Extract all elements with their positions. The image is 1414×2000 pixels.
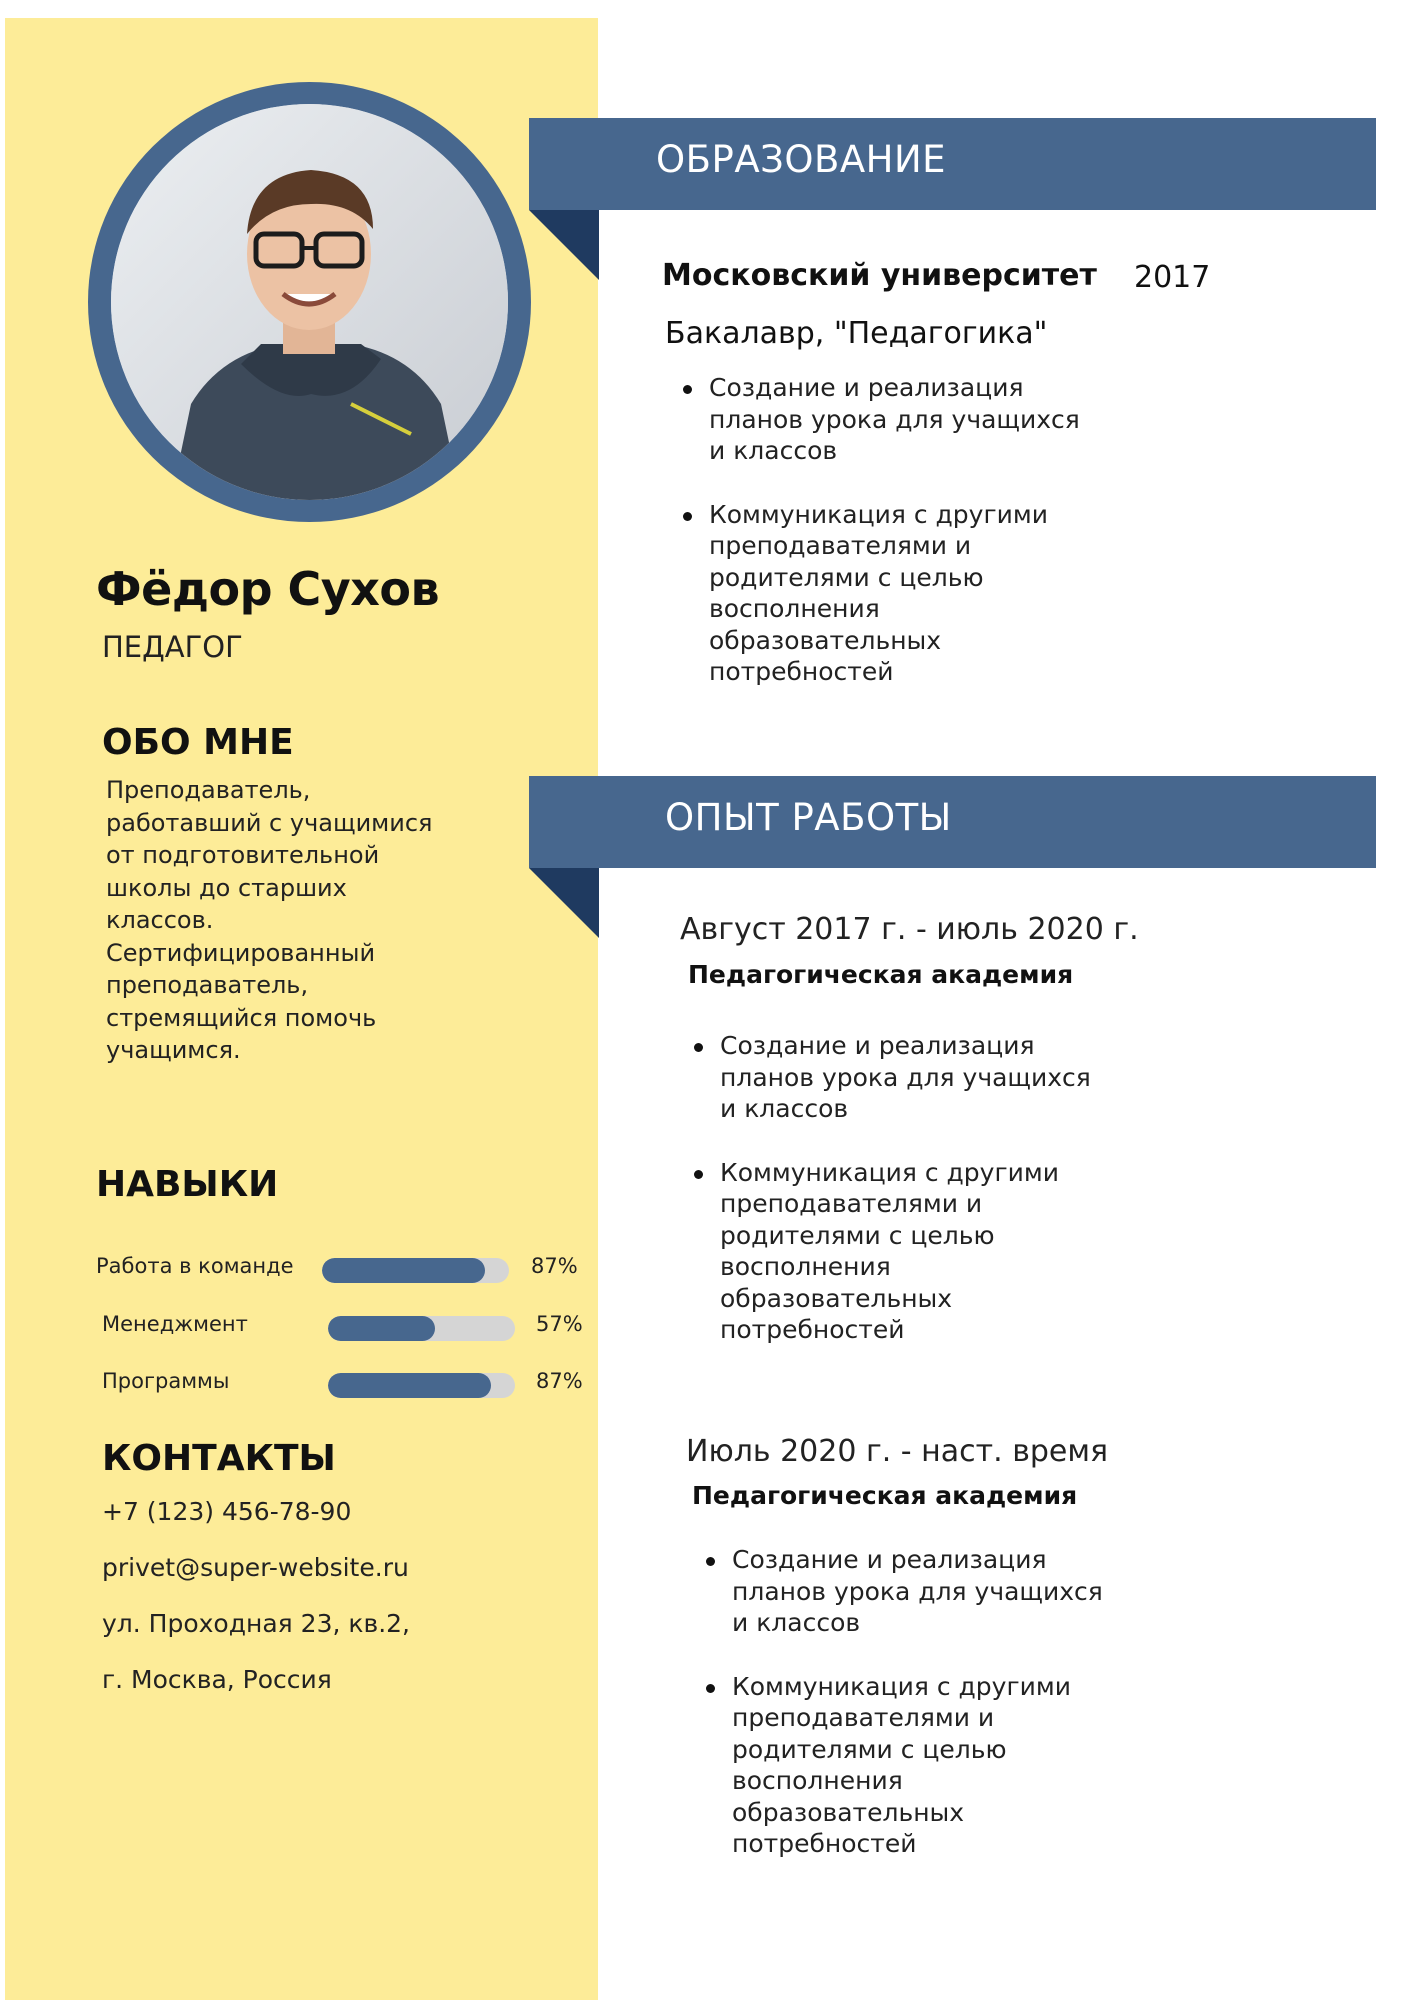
profile-role: ПЕДАГОГ	[102, 630, 243, 664]
list-item	[683, 372, 1103, 467]
about-text	[106, 774, 526, 1067]
experience-banner-fold	[529, 868, 599, 938]
bullet-line: родителями с целью	[709, 562, 984, 592]
skill-percent: 87%	[531, 1254, 578, 1278]
bullet-line: преподавателями и	[732, 1703, 995, 1732]
contact-phone[interactable]: +7 (123) 456-78-90	[102, 1497, 352, 1526]
bullet-line: Создание и реализация	[709, 373, 1024, 402]
about-line: Преподаватель,	[106, 776, 311, 804]
bullet-line: родителями с целью	[732, 1734, 1007, 1764]
bullet-line: планов урока для учащихся	[720, 1062, 1091, 1092]
about-line: работавший с учащимися	[106, 808, 433, 837]
experience-banner	[529, 776, 1376, 868]
list-item	[706, 1544, 1126, 1639]
contact-address-line1: ул. Проходная 23, кв.2,	[102, 1609, 410, 1638]
bullet-line: Создание и реализация	[732, 1545, 1047, 1574]
about-line: стремящийся помочь	[106, 1003, 377, 1032]
about-heading: ОБО МНЕ	[102, 722, 294, 763]
skill-bar-fill	[322, 1258, 485, 1283]
bullet-line: планов урока для учащихся	[732, 1576, 1103, 1606]
bullet-line: образовательных	[720, 1283, 953, 1313]
education-year: 2017	[1134, 260, 1211, 295]
education-school: Московский университет	[662, 258, 1097, 293]
skill-percent: 57%	[536, 1312, 583, 1336]
education-heading: ОБРАЗОВАНИЕ	[656, 138, 947, 181]
contacts-heading: КОНТАКТЫ	[102, 1438, 336, 1479]
bullet-line: Коммуникация с другими	[720, 1157, 1059, 1187]
bullet-line: преподавателями и	[720, 1189, 983, 1218]
skill-percent: 87%	[536, 1369, 583, 1393]
about-line: школы до старших	[106, 873, 347, 902]
list-item	[683, 499, 1103, 688]
job-company: Педагогическая академия	[688, 960, 1074, 989]
bullet-line: восполнения	[720, 1252, 891, 1281]
skill-bar-track	[322, 1258, 509, 1283]
skill-label: Работа в команде	[96, 1254, 294, 1278]
bullet-line: родителями с целью	[720, 1220, 995, 1250]
bullet-line: преподавателями и	[709, 531, 972, 560]
contact-email[interactable]: privet@super-website.ru	[102, 1553, 409, 1582]
profile-name: Фёдор Сухов	[96, 562, 440, 616]
profile-photo-frame	[88, 82, 531, 522]
about-line: от подготовительной	[106, 841, 380, 869]
education-bullets	[683, 372, 1103, 720]
bullet-line: восполнения	[709, 594, 880, 623]
education-banner	[529, 118, 1376, 210]
bullet-line: планов урока для учащихся	[709, 404, 1080, 434]
skill-bar-fill	[328, 1316, 435, 1341]
job-period: Август 2017 г. - июль 2020 г.	[680, 912, 1139, 947]
job-company: Педагогическая академия	[692, 1481, 1078, 1510]
bullet-line: и классов	[732, 1608, 861, 1637]
bullet-line: потребностей	[732, 1829, 917, 1858]
job-period: Июль 2020 г. - наст. время	[686, 1434, 1109, 1469]
job-bullets	[694, 1030, 1114, 1378]
about-line: преподаватель,	[106, 971, 309, 999]
skill-label: Менеджмент	[102, 1312, 248, 1336]
skill-bar-track	[328, 1373, 515, 1398]
list-item	[694, 1157, 1114, 1346]
skill-row	[0, 1306, 600, 1346]
skills-heading: НАВЫКИ	[96, 1164, 279, 1205]
bullet-line: Коммуникация с другими	[732, 1671, 1071, 1701]
skill-bar-fill	[328, 1373, 491, 1398]
bullet-line: Создание и реализация	[720, 1031, 1035, 1060]
list-item	[706, 1671, 1126, 1860]
about-line: учащимся.	[106, 1036, 241, 1064]
job-bullets	[706, 1544, 1126, 1892]
about-line: Сертифицированный	[106, 938, 376, 967]
profile-photo	[111, 104, 508, 500]
bullet-line: образовательных	[732, 1797, 965, 1827]
education-degree: Бакалавр, "Педагогика"	[665, 316, 1048, 351]
bullet-line: Коммуникация с другими	[709, 499, 1048, 529]
bullet-line: потребностей	[720, 1315, 905, 1344]
about-line: классов.	[106, 906, 214, 934]
education-banner-fold	[529, 210, 599, 280]
bullet-line: потребностей	[709, 657, 894, 686]
skill-row	[0, 1363, 600, 1403]
experience-heading: ОПЫТ РАБОТЫ	[665, 796, 952, 839]
contact-address-line2: г. Москва, Россия	[102, 1665, 332, 1694]
bullet-line: восполнения	[732, 1766, 903, 1795]
skill-bar-track	[328, 1316, 515, 1341]
bullet-line: и классов	[720, 1094, 849, 1123]
skill-label: Программы	[102, 1369, 230, 1393]
list-item	[694, 1030, 1114, 1125]
bullet-line: образовательных	[709, 625, 942, 655]
bullet-line: и классов	[709, 436, 838, 465]
skill-row	[0, 1248, 600, 1288]
